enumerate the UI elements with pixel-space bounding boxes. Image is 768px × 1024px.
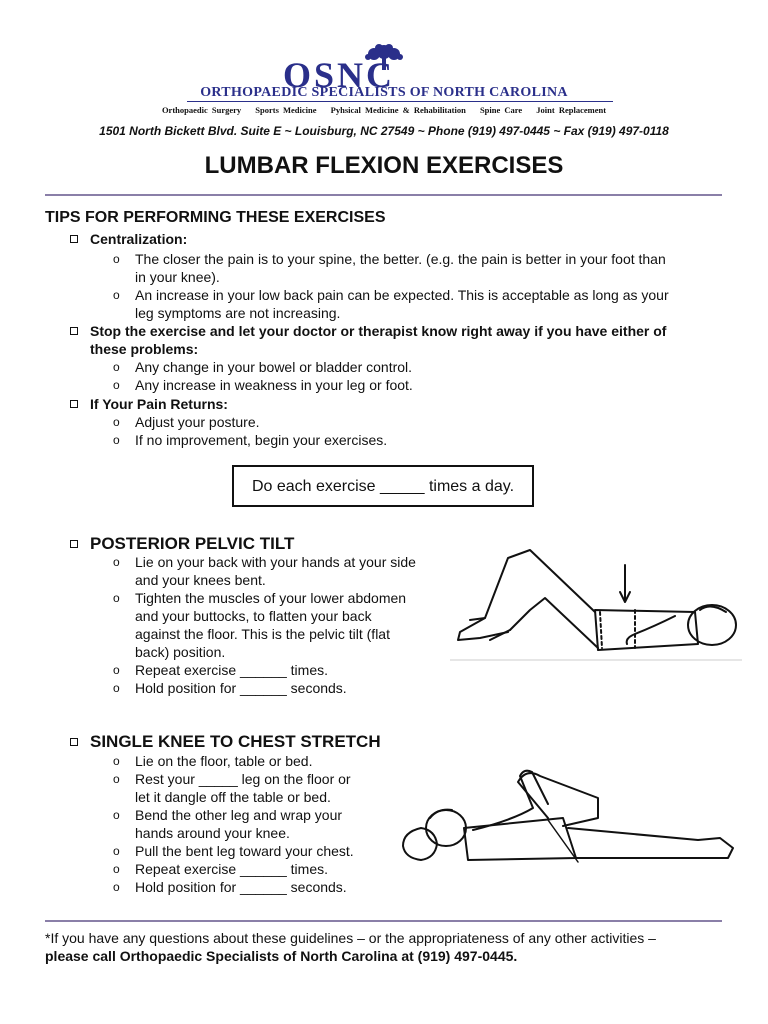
bullet-label: If Your Pain Returns: [90, 396, 228, 412]
service-item: Pyhsical Medicine & Rehabilitation [330, 105, 466, 115]
list-item-text: Bend the other leg and wrap your [135, 807, 343, 823]
service-item: Joint Replacement [536, 105, 607, 115]
list-item-text: in your knee). [135, 269, 220, 285]
list-item-text: Any increase in weakness in your leg or foot. [135, 377, 413, 393]
list-item-text: and your knees bent. [135, 572, 266, 588]
exercise-title: POSTERIOR PELVIC TILT [90, 534, 295, 553]
list-item [113, 358, 413, 376]
list-item-text: Tighten the muscles of your lower abdomen [135, 590, 407, 606]
list-item-text: hands around your knee. [135, 825, 290, 841]
checkbox-square-icon [70, 235, 78, 243]
list-item-text: Lie on the floor, table or bed. [135, 753, 313, 769]
circle-bullet-icon: o [113, 808, 120, 822]
list-item [113, 679, 347, 697]
returns-label [90, 395, 228, 413]
org-name: ORTHOPAEDIC SPECIALISTS OF NORTH CAROLINA [200, 85, 568, 100]
tips-heading: TIPS FOR PERFORMING THESE EXERCISES [45, 209, 386, 226]
circle-bullet-icon: o [113, 378, 120, 392]
circle-bullet-icon: o [113, 681, 120, 695]
circle-bullet-icon: o [113, 754, 120, 768]
list-item-text: Any change in your bowel or bladder control. [135, 359, 413, 375]
footer-divider [45, 920, 722, 922]
checkbox-square-icon [70, 738, 78, 746]
page-title: LUMBAR FLEXION EXERCISES [204, 152, 564, 179]
service-item: Sports Medicine [255, 105, 317, 115]
list-item [113, 413, 260, 431]
list-item-text: back) position. [135, 644, 226, 660]
list-item-text: Repeat exercise ______ times. [135, 861, 328, 877]
list-item [113, 860, 328, 878]
knee-to-chest-illustration [398, 768, 743, 880]
list-item-text: Lie on your back with your hands at your side [135, 554, 416, 570]
circle-bullet-icon: o [113, 591, 120, 605]
list-item-text: Pull the bent leg toward your chest. [135, 843, 354, 859]
pelvic-tilt-illustration [450, 540, 742, 665]
list-item-text: If no improvement, begin your exercises. [135, 432, 388, 448]
list-item-text: Adjust your posture. [135, 414, 260, 430]
frequency-note-box: Do each exercise _____ times a day. [232, 465, 534, 507]
circle-bullet-icon: o [113, 772, 120, 786]
list-item [113, 250, 666, 286]
list-item-text: An increase in your low back pain can be expected. This is acceptable as long as your [135, 287, 669, 303]
list-item [113, 553, 416, 589]
services-line [100, 105, 668, 115]
list-item [113, 752, 313, 770]
circle-bullet-icon: o [113, 360, 120, 374]
list-item [113, 431, 388, 449]
circle-bullet-icon: o [113, 880, 120, 894]
list-item-text: Hold position for ______ seconds. [135, 680, 347, 696]
service-item: Orthopaedic Surgery [161, 105, 242, 115]
exercise-heading [90, 534, 294, 554]
exercise-heading [90, 732, 381, 752]
list-item-text: against the floor. This is the pelvic tilt (flat [135, 626, 390, 642]
list-item-text: leg symptoms are not increasing. [135, 305, 341, 321]
list-item [113, 589, 407, 661]
stop-label [90, 322, 666, 358]
exercise-title: SINGLE KNEE TO CHEST STRETCH [90, 732, 381, 751]
circle-bullet-icon: o [113, 288, 120, 302]
list-item [113, 770, 351, 806]
circle-bullet-icon: o [113, 415, 120, 429]
list-item-text: Rest your _____ leg on the floor or [135, 771, 351, 787]
circle-bullet-icon: o [113, 844, 120, 858]
list-item-text: let it dangle off the table or bed. [135, 789, 331, 805]
list-item [113, 376, 413, 394]
checkbox-square-icon [70, 540, 78, 548]
bullet-label: Stop the exercise and let your doctor or therapist know right away if you have either of [90, 323, 667, 339]
list-item [113, 806, 343, 842]
list-item-text: Hold position for ______ seconds. [135, 879, 347, 895]
address-line: 1501 North Bickett Blvd. Suite E ~ Louisburg, NC 27549 ~ Phone (919) 497-0445 ~ Fax (919) 497-0118 [99, 124, 669, 138]
service-item: Spine Care [479, 105, 523, 115]
list-item-text: The closer the pain is to your spine, the better. (e.g. the pain is better in your foot than [135, 251, 666, 267]
circle-bullet-icon: o [113, 555, 120, 569]
checkbox-square-icon [70, 327, 78, 335]
checkbox-square-icon [70, 400, 78, 408]
footer-note [45, 929, 722, 965]
title-divider [45, 194, 722, 196]
bullet-label: Centralization: [90, 231, 188, 247]
centralization-label [90, 230, 187, 248]
bullet-label: these problems: [90, 341, 199, 357]
list-item [113, 661, 328, 679]
circle-bullet-icon: o [113, 663, 120, 677]
circle-bullet-icon: o [113, 862, 120, 876]
circle-bullet-icon: o [113, 252, 120, 266]
org-name-rule [187, 101, 613, 102]
list-item [113, 842, 354, 860]
footer-line: please call Orthopaedic Specialists of North Carolina at (919) 497-0445. [45, 948, 518, 964]
footer-line: *If you have any questions about these guidelines – or the appropriateness of any other activities – [45, 930, 656, 946]
circle-bullet-icon: o [113, 433, 120, 447]
list-item-text: and your buttocks, to flatten your back [135, 608, 372, 624]
list-item-text: Repeat exercise ______ times. [135, 662, 328, 678]
list-item [113, 286, 669, 322]
list-item [113, 878, 347, 896]
logo-letters: OSNC [283, 55, 396, 95]
